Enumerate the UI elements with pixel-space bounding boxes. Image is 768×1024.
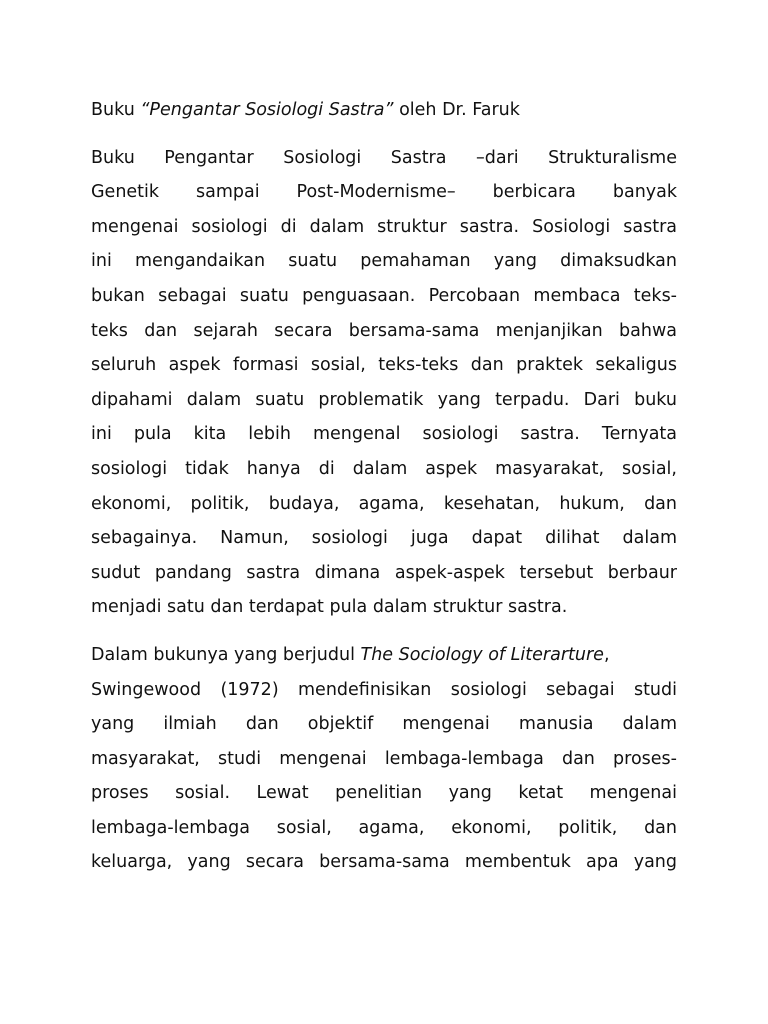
paragraph-1-line: sudut pandang sastra dimana aspek-aspek tersebut berbaur — [91, 562, 677, 583]
document-title — [91, 93, 677, 128]
paragraph-1-line: seluruh aspek formasi sosial, teks-teks dan praktek sekaligus — [91, 355, 677, 376]
paragraph-1-line: dipahami dalam suatu problematik yang terpadu. Dari buku — [91, 389, 677, 410]
paragraph-2-line: proses sosial. Lewat penelitian yang ketat mengenai — [91, 783, 677, 804]
paragraph-1-line: ekonomi, politik, budaya, agama, kesehatan, hukum, dan — [91, 493, 677, 514]
paragraph-2-first-line — [91, 638, 677, 673]
title-suffix: oleh Dr. Faruk — [393, 100, 520, 120]
paragraph-1-line: Buku Pengantar Sosiologi Sastra –dari Strukturalisme — [91, 147, 677, 168]
paragraph-2 — [91, 638, 677, 880]
paragraph-2-prefix-text: Dalam bukunya yang berjudul — [91, 644, 361, 665]
paragraph-1-line: menjadi satu dan terdapat pula dalam struktur sastra. — [91, 597, 568, 618]
paragraph-1 — [91, 141, 677, 625]
paragraph-2-line: Swingewood (1972) mendefinisikan sosiologi sebagai studi — [91, 679, 677, 700]
paragraph-1-line: teks dan sejarah secara bersama-sama menjanjikan bahwa — [91, 320, 677, 341]
paragraph-1-line: ini mengandaikan suatu pemahaman yang dimaksudkan — [91, 251, 677, 272]
paragraph-1-line: sosiologi tidak hanya di dalam aspek masyarakat, sosial, — [91, 458, 677, 479]
paragraph-2-suffix-text: , — [603, 644, 610, 665]
cited-book-title: The Sociology of Literarture — [360, 644, 604, 665]
paragraph-1-line: bukan sebagai suatu penguasaan. Percobaan membaca teks- — [91, 285, 677, 306]
paragraph-2-line: keluarga, yang secara bersama-sama membentuk apa yang — [91, 852, 677, 873]
paragraph-2-line: masyarakat, studi mengenai lembaga-lembaga dan proses- — [91, 748, 677, 769]
paragraph-1-line: mengenai sosiologi di dalam struktur sastra. Sosiologi sastra — [91, 216, 677, 237]
paragraph-1-line: sebagainya. Namun, sosiologi juga dapat dilihat dalam — [91, 528, 677, 549]
paragraph-1-line: Genetik sampai Post-Modernisme– berbicara banyak — [91, 182, 677, 203]
paragraph-2-line-prefix — [91, 638, 610, 673]
title-book-name: “Pengantar Sosiologi Sastra” — [140, 100, 394, 120]
paragraph-2-line: yang ilmiah dan objektif mengenai manusia dalam — [91, 714, 677, 735]
title-prefix: Buku — [91, 100, 141, 120]
paragraph-2-line: lembaga-lembaga sosial, agama, ekonomi, politik, dan — [91, 817, 677, 838]
document-page — [91, 93, 677, 880]
paragraph-1-line: ini pula kita lebih mengenal sosiologi sastra. Ternyata — [91, 424, 677, 445]
